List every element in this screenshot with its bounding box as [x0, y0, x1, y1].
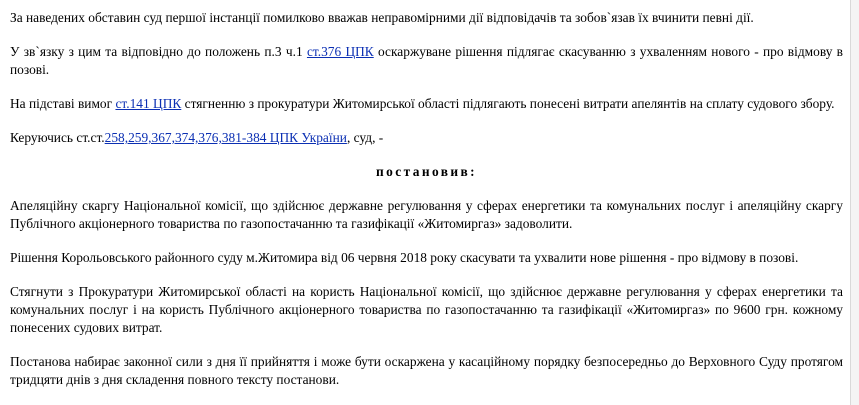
right-edge-border: [850, 0, 859, 405]
paragraph-guided-by: [10, 129, 843, 147]
paragraph-article-376: [10, 43, 843, 79]
link-article-376-cpc[interactable]: ст.376 ЦПК: [306, 44, 374, 59]
paragraph-recover-costs: Стягнути з Прокуратури Житомирської області на користь Національної комісії, що здійснює державне регулювання у сферах енергетики та комунальних послуг і на користь Публічного акціонерного товариства по газопостачанню та газифікації «Житомиргаз» по 9600 грн. кожному понесених судових витрат.: [10, 284, 843, 335]
paragraph-appeals-granted: Апеляційну скаргу Національної комісії, що здійснює державне регулювання у сферах енергетики та комунальних послуг і апеляційну скаргу Публічного акціонерного товариства по газопостачанню та газифікації «Житомиргаз» задоволити.: [10, 198, 843, 231]
paragraph-article-141: [10, 95, 843, 113]
paragraph-conclusion: За наведених обставин суд першої інстанції помилково вважав неправомірними дії відповідачів та зобов`язав їх вчинити певні дії.: [10, 10, 754, 25]
text-segment: оскаржуване рішення підлягає скасуванню з ухваленням нового - про відмову в позові.: [10, 44, 844, 77]
link-article-141-cpc[interactable]: ст.141 ЦПК: [115, 96, 182, 111]
text-segment: На підставі вимог: [10, 96, 116, 111]
paragraph-decision-annulled: Рішення Корольовського районного суду м.Житомира від 06 червня 2018 року скасувати та ухвалити нове рішення - про відмову в позові.: [10, 250, 799, 265]
link-articles-cpc-ukraine[interactable]: 258,259,367,374,376,381-384 ЦПК України: [104, 130, 347, 145]
paragraph-entry-into-force: Постанова набирає законної сили з дня її прийняття і може бути оскаржена у касаційному порядку безпосередньо до Верховного Суду протягом тридцяти днів з дня складення повного тексту постанови.: [10, 354, 843, 387]
text-segment: У зв`язку з цим та відповідно до положень п.3 ч.1: [10, 44, 307, 59]
ruling-heading: постановив:: [376, 164, 477, 179]
text-segment: Керуючись ст.ст.: [10, 130, 105, 145]
text-segment: , суд, -: [346, 130, 384, 145]
text-segment: стягненню з прокуратури Житомирської області підлягають понесені витрати апелянтів на сплату судового збору.: [181, 96, 835, 111]
